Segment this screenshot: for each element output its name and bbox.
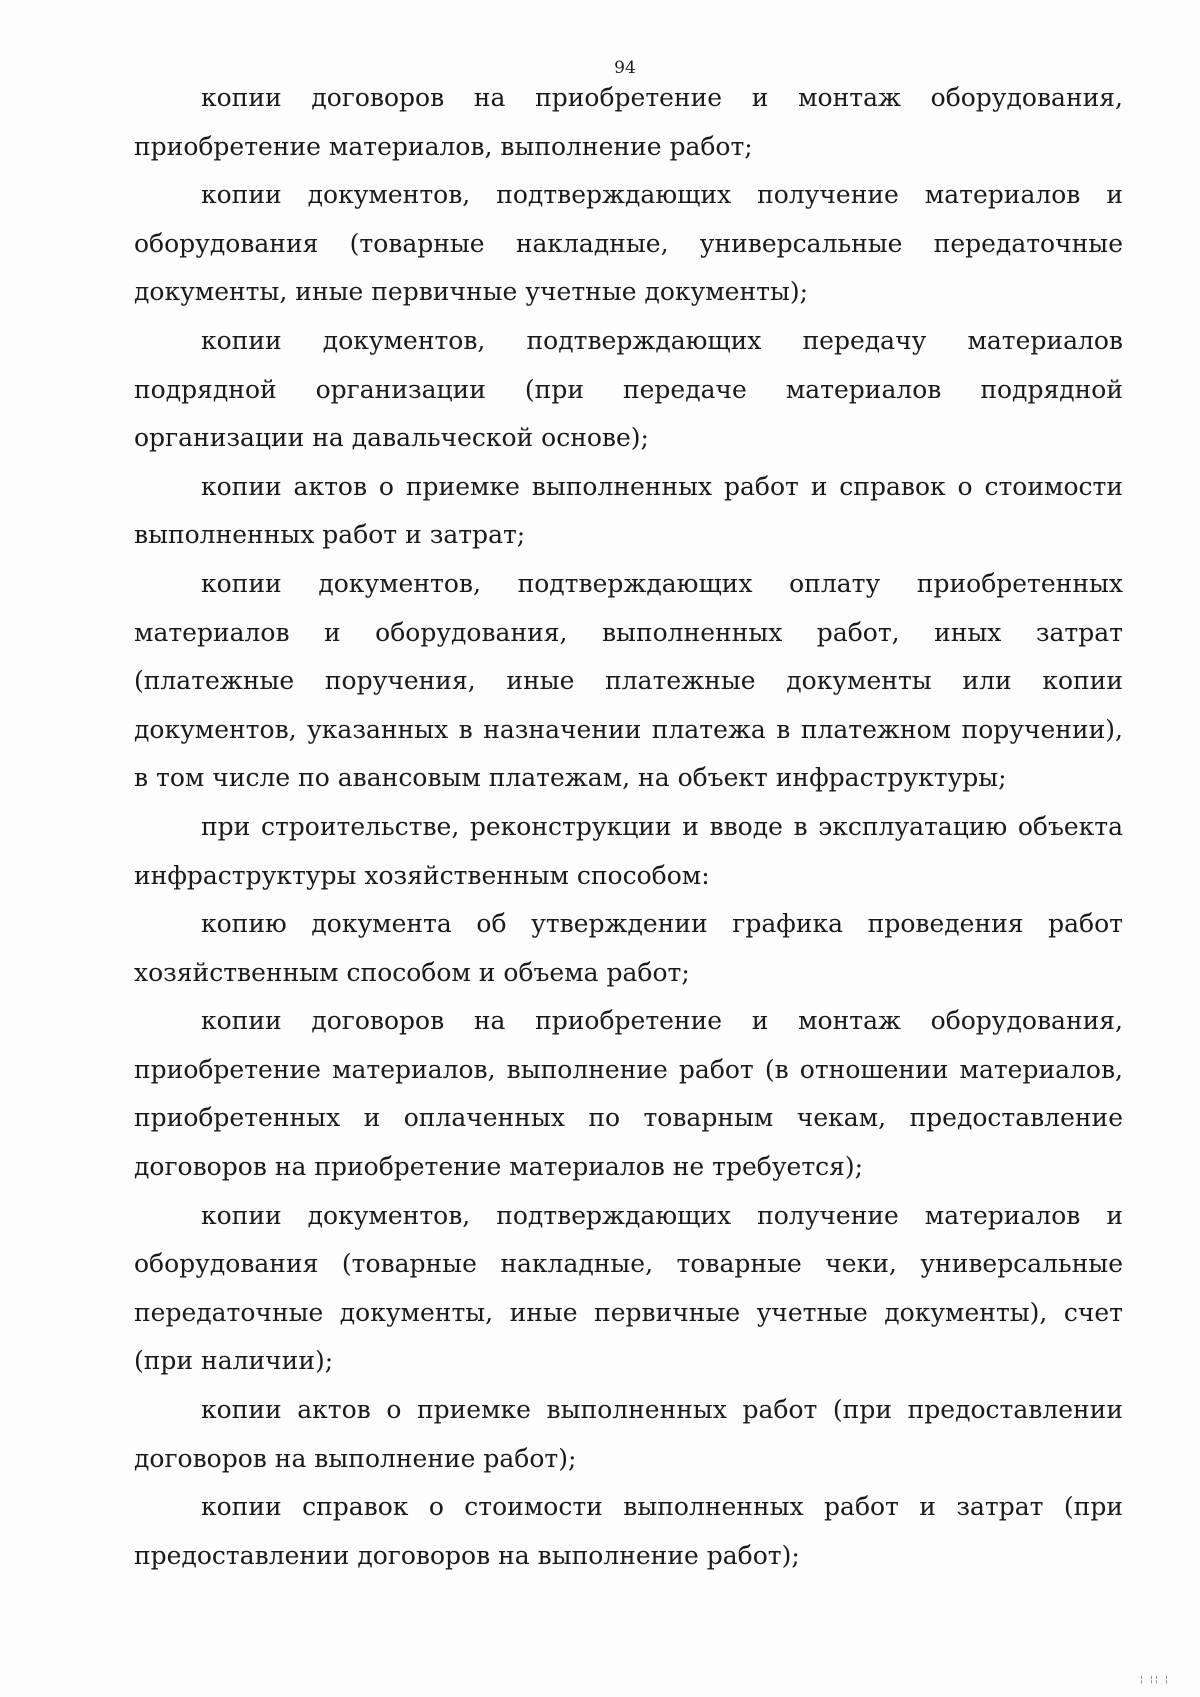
paragraph-8: копии договоров на приобретение и монтаж оборудования, приобретение материалов, выполнение работ (в отношении материалов, приобретенных и оплаченных по товарным чекам, предоставление договоров на приобретение материалов не требуется);	[134, 1006, 1123, 1182]
scan-edge-artifact: ¦ ¦¦ ¦	[1140, 1675, 1170, 1685]
document-body	[134, 74, 1123, 1580]
paragraph-10: копии актов о приемке выполненных работ (при предоставлении договоров на выполнение работ);	[134, 1395, 1123, 1473]
paragraph-11: копии справок о стоимости выполненных работ и затрат (при предоставлении договоров на выполнение работ);	[134, 1492, 1123, 1570]
paragraph-9: копии документов, подтверждающих получение материалов и оборудования (товарные накладные, товарные чеки, универсальные передаточные документы, иные первичные учетные документы), счет (при наличии);	[134, 1200, 1123, 1376]
paragraph-5: копии документов, подтверждающих оплату приобретенных материалов и оборудования, выполненных работ, иных затрат (платежные поручения, иные платежные документы или копии документов, указанных в назначении платежа в платежном поручении), в том числе по авансовым платежам, на объект инфраструктуры;	[134, 568, 1123, 793]
paragraph-1: копии договоров на приобретение и монтаж оборудования, приобретение материалов, выполнение работ;	[134, 83, 1123, 161]
paragraph-6: при строительстве, реконструкции и вводе в эксплуатацию объекта инфраструктуры хозяйственным способом:	[134, 811, 1123, 890]
paragraph-2: копии документов, подтверждающих получение материалов и оборудования (товарные накладные, универсальные передаточные документы, иные первичные учетные документы);	[134, 180, 1123, 307]
paragraph-7: копию документа об утверждении графика проведения работ хозяйственным способом и объема работ;	[134, 909, 1123, 987]
page-number: 94	[614, 58, 636, 78]
paragraph-3: копии документов, подтверждающих передачу материалов подрядной организации (при передаче материалов подрядной организации на давальческой основе);	[134, 325, 1123, 453]
paragraph-4: копии актов о приемке выполненных работ и справок о стоимости выполненных работ и затрат;	[134, 471, 1123, 550]
